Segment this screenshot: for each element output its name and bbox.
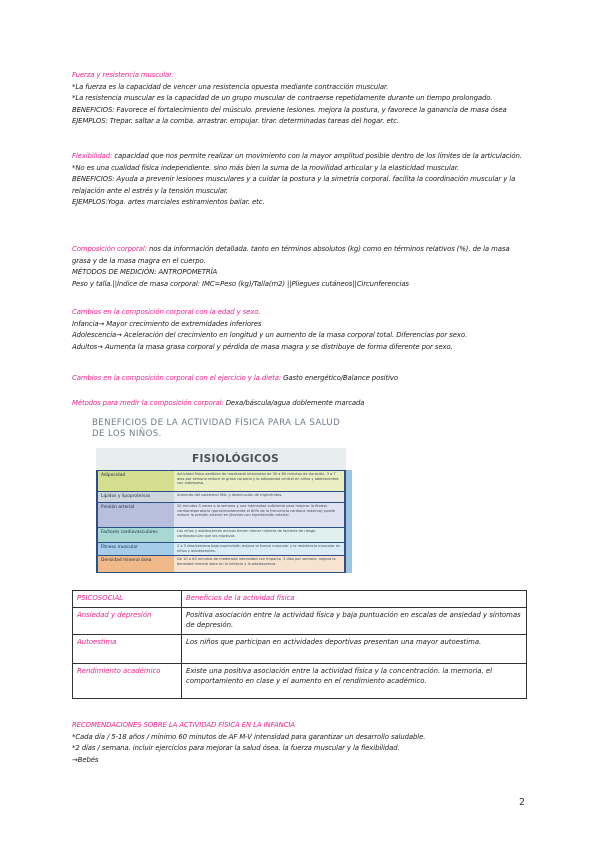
text-line: Adolescencia→ Aceleración del crecimiento en longitud y un aumento de la masa corporal total. Diferencias por sexo.: [72, 331, 468, 340]
paragraph: [72, 151, 527, 163]
text-line: *La resistencia muscular es la capacidad de un grupo muscular de contraerse repetidamente durante un tiempo prolongado.: [72, 94, 493, 103]
paragraph: [72, 373, 527, 385]
section-title: Cambios en la composición corporal con la edad y sexo.: [72, 308, 261, 316]
row-label: Factores cardiovasculares: [98, 528, 174, 542]
row-label: Fitness muscular: [98, 543, 174, 555]
table-row: [73, 664, 527, 699]
infographic-row: [98, 503, 344, 527]
row-label: Adiposidad: [98, 471, 174, 491]
paragraph: [72, 244, 527, 267]
text-line: BENEFICIOS: Favorece el fortalecimiento del músculo. previene lesiones. mejora la postura, y favorece la ganancia de masa ósea: [72, 105, 507, 114]
table-cell: Rendimiento académico: [73, 664, 182, 699]
section-title: Fuerza y resistencia muscular.: [72, 71, 174, 79]
section-composicion: [72, 244, 527, 290]
text-line: →Bebés: [72, 755, 99, 764]
benefits-infographic: [84, 418, 349, 578]
paragraph-text: Dexa/báscula/agua doblemente marcada: [223, 399, 365, 407]
text-line: BENEFICIOS: Ayuda a prevenir lesiones musculares y a cuidar la postura y la simetría corporal. facilita la coordinación muscular y la relajación ante el estrés y la tensión muscular.: [72, 175, 516, 195]
row-label: Presión arterial: [98, 503, 174, 527]
row-label: Densidad mineral ósea: [98, 556, 174, 572]
section-flexibilidad: [72, 151, 527, 209]
text-line: *No es una cualidad física independiente. sino más bien la suma de la movilidad articular y la elasticidad muscular.: [72, 163, 459, 172]
text-line: Infancia→ Mayor crecimiento de extremidades inferiores: [72, 319, 262, 328]
text-line: *2 días / semana. incluir ejercicios para mejorar la salud ósea. la fuerza muscular y la flexibilidad.: [72, 744, 400, 753]
row-label: Lípidos y lipoproteínas: [98, 492, 174, 502]
table-row: [73, 635, 527, 664]
infographic-header-text: FISIOLÓGICOS: [192, 453, 280, 465]
section-metodos: [72, 398, 527, 410]
infographic-title: BENEFICIOS DE LA ACTIVIDAD FÍSICA PARA LA SALUD DE LOS NIÑOS.: [92, 418, 341, 439]
table-cell: Positiva asociación entre la actividad física y baja puntuación en escalas de ansiedad y síntomas de depresión.: [182, 608, 527, 635]
section-label: Flexibilidad:: [72, 152, 113, 160]
infographic-row: [98, 543, 344, 555]
table-header-row: [73, 591, 527, 608]
table-cell: Existe una positiva asociación entre la actividad física y la concentración. la memoria. el comportamiento en clase y el aumento en el rendimiento académico.: [182, 664, 527, 699]
infographic-panel: [96, 448, 346, 573]
infographic-row: [98, 556, 344, 572]
infographic-row: [98, 492, 344, 502]
paragraph-text: Gasto energético/Balance positivo: [281, 374, 399, 382]
table-cell: Ansiedad y depresión: [73, 608, 182, 635]
table-header-cell: PSICOSOCIAL: [73, 591, 182, 608]
infographic-row: [98, 471, 344, 491]
section-title: RECOMENDACIONES SOBRE LA ACTIVIDAD FÍSICA EN LA INFANCIA: [72, 721, 295, 729]
text-line: EJEMPLOS: Trepar. saltar a la comba. arrastrar. empujar. tirar. determinadas tareas del hogar. etc.: [72, 117, 399, 126]
section-cambios-edad: [72, 307, 527, 353]
row-text: 20 minutos 3 veces a la semana y una intensidad suficiente para mejorar la fitness cardiorrespiratorio (aproximadamente el 80% de la frecuencia cardiaca máxima) puede reducir la presión arterial en jóvenes con hipertensión arterial.: [177, 504, 335, 518]
row-text: De 10 a 60 minutos de moderada intensidad con impacto, 3 días por semana, mejora la densidad mineral ósea en la infancia y la adolescencia.: [177, 557, 336, 566]
section-fuerza: [72, 70, 527, 128]
section-cambios-ejercicio: [72, 373, 527, 385]
text-line: Adultos→ Aumenta la masa grasa corporal y pérdida de masa magra y se distribuye de forma diferente por sexo.: [72, 342, 453, 351]
table-cell: Los niños que participan en actividades deportivas presentan una mayor autoestima.: [182, 635, 527, 664]
row-text: 2 o 3 días/semana bajo supervisión mejora la fuerza muscular y la resistencia muscular en niños y adolescentes.: [177, 544, 341, 553]
infographic-header: [96, 448, 346, 470]
infographic-row: [98, 528, 344, 542]
infographic-side-strip: [346, 470, 352, 573]
table-header-cell: Beneficios de la actividad física: [182, 591, 527, 608]
paragraph-text: nos da información detallada. tanto en términos absolutos (kg) como en términos relativos (%). de la masa grasa y de la masa magra en el cuerpo.: [72, 245, 510, 265]
paragraph-text: capacidad que nos permite realizar un movimiento con la mayor amplitud posible dentro de los límites de la articulación.: [112, 152, 522, 160]
row-text: Los niños y adolescentes activos tienen menor número de factores de riesgo cardiovascular que los inactivos.: [177, 529, 316, 538]
page-number: 2: [519, 797, 526, 808]
text-line: *Cada día / 5-18 años / mínimo 60 minutos de AF M-V intensidad para garantizar un desarrollo saludable.: [72, 732, 426, 741]
row-text: Aumento del colesterol HDL y disminución de triglicéridos.: [177, 493, 283, 497]
section-label: Composición corporal:: [72, 245, 147, 253]
text-line: MÉTODOS DE MEDICIÓN: ANTROPOMETRÍA: [72, 268, 218, 277]
text-line: *La fuerza es la capacidad de vencer una resistencia opuesta mediante contracción muscular.: [72, 82, 389, 91]
psicosocial-table: [72, 590, 527, 699]
table-cell: Autoestima: [73, 635, 182, 664]
section-recomendaciones: [72, 720, 527, 766]
paragraph: [72, 398, 527, 410]
section-label: Métodos para medir la composición corporal:: [72, 399, 224, 407]
text-line: EJEMPLOS:Yoga. artes marciales estiramientos bailar. etc.: [72, 198, 265, 207]
text-line: Peso y talla.||Índice de masa corporal: IMC=Peso (kg)/Talla(m2) ||Pliegues cutáneos||Circunferencias: [72, 279, 409, 288]
row-text: Actividad física aeróbica de moderada intensidad de 30 a 60 minutos de duración, 3 a 7 días por semana reduce la grasa corporal y la adiposidad central en niños y adolescentes con sobrepeso.: [177, 472, 339, 486]
section-label: Cambios en la composición corporal con el ejercicio y la dieta:: [72, 374, 282, 382]
table-row: [73, 608, 527, 635]
